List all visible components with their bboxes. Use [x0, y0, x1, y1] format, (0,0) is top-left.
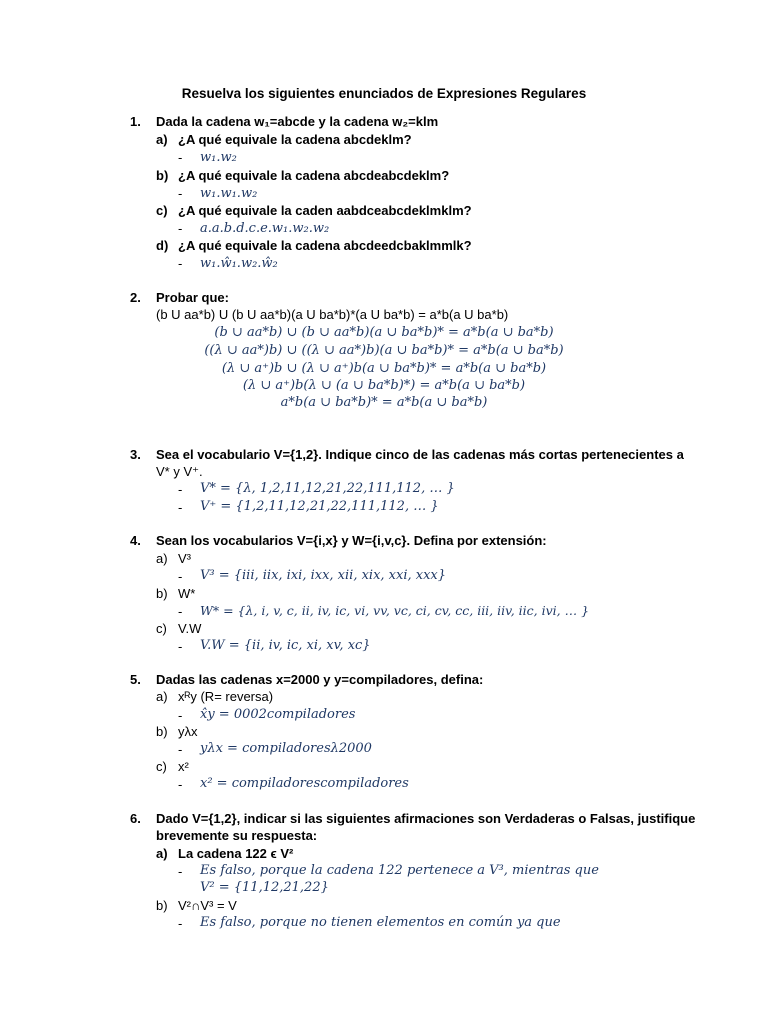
q5c-answer: x² = compiladorescompiladores [200, 776, 409, 791]
q5c-label: c) [156, 759, 167, 774]
q4a-label: a) [156, 551, 168, 566]
q6b-text: V²∩V³ = V [178, 898, 237, 913]
q2-step-4: (λ ∪ a⁺)b(λ ∪ (a ∪ ba*b)*) = a*b(a ∪ ba*b) [242, 378, 526, 393]
q5-number: 5. [130, 672, 141, 687]
q1a-text: ¿A qué equivale la cadena abcdeklm? [178, 132, 412, 147]
q6-statement-1: Dado V={1,2}, indicar si las siguientes afirmaciones son Verdaderas o Falsas, justifique [156, 811, 696, 826]
q1c-label: c) [156, 203, 168, 218]
q1-number: 1. [130, 114, 141, 129]
q1c-answer: a.a.b.d.c.e.w₁.w₂.w₂ [200, 221, 330, 236]
q3-dash-1: - [178, 482, 183, 497]
q4c-label: c) [156, 621, 167, 636]
q3-dash-2: - [178, 500, 183, 515]
q5-statement: Dadas las cadenas x=2000 y y=compiladores, defina: [156, 672, 484, 687]
q3-statement-2: V* y V⁺. [156, 464, 203, 479]
q2-step-5: a*b(a ∪ ba*b)* = a*b(a ∪ ba*b) [280, 395, 488, 410]
q2-step-1: (b ∪ aa*b) ∪ (b ∪ aa*b)(a ∪ ba*b)* = a*b(a ∪ ba*b) [214, 325, 554, 340]
q6b-dash: - [178, 916, 183, 931]
q5a-label: a) [156, 689, 168, 704]
q5a-answer: x̂y = 0002compiladores [200, 707, 356, 722]
q6-number: 6. [130, 811, 141, 826]
q2-statement-1: Probar que: [156, 290, 229, 305]
q1d-label: d) [156, 238, 169, 253]
q1b-label: b) [156, 168, 169, 183]
q5c-dash: - [178, 777, 183, 792]
q4b-text: W* [178, 586, 196, 601]
q6b-label: b) [156, 898, 168, 913]
q1c-dash: - [178, 221, 183, 236]
q4-statement: Sean los vocabularios V={i,x} y W={i,v,c}. Defina por extensión: [156, 533, 547, 548]
q1a-answer: w₁.w₂ [200, 150, 237, 165]
q2-step-3: (λ ∪ a⁺)b ∪ (λ ∪ a⁺)b(a ∪ ba*b)* = a*b(a ∪ ba*b) [221, 361, 547, 376]
q4c-text: V.W [178, 621, 202, 636]
q4c-answer: V.W = {ii, iv, ic, xi, xv, xc} [200, 638, 371, 653]
q6b-answer-1: Es falso, porque no tienen elementos en común ya que [200, 915, 561, 930]
q4b-label: b) [156, 586, 168, 601]
q5b-text: yλx [178, 724, 198, 739]
q1-statement: Dada la cadena w₁=abcde y la cadena w₂=klm [156, 114, 439, 129]
q1b-dash: - [178, 186, 183, 201]
q5b-dash: - [178, 742, 183, 757]
q4b-answer: W* = {λ, i, v, c, ii, iv, ic, vi, vv, vc, ci, cv, cc, iii, iiv, iic, ivi, … } [200, 603, 590, 618]
q4-number: 4. [130, 533, 141, 548]
q6a-label: a) [156, 846, 168, 861]
q5c-text: x² [178, 759, 189, 774]
document-title: Resuelva los siguientes enunciados de Expresiones Regulares [181, 86, 587, 101]
q4a-answer: V³ = {iii, iix, ixi, ixx, xii, xix, xxi, xxx} [200, 568, 447, 583]
q2-number: 2. [130, 290, 141, 305]
q1d-text: ¿A qué equivale la cadena abcdeedcbaklmmlk? [178, 238, 472, 253]
q5a-dash: - [178, 708, 183, 723]
q5a-text: xᴿy (R= reversa) [178, 689, 274, 704]
q1b-answer: w₁.w₁.w₂ [200, 186, 258, 201]
q1c-text: ¿A qué equivale la caden aabdceabcdeklmklm? [178, 203, 472, 218]
q6a-answer-2: V² = {11,12,21,22} [200, 880, 329, 895]
q5b-label: b) [156, 724, 168, 739]
q4a-dash: - [178, 569, 183, 584]
q1b-text: ¿A qué equivale la cadena abcdeabcdeklm? [178, 168, 450, 183]
q2-statement-2: (b U aa*b) U (b U aa*b)(a U ba*b)*(a U ba*b) = a*b(a U ba*b) [156, 307, 509, 322]
q3-answer-2: V⁺ = {1,2,11,12,21,22,111,112, … } [200, 499, 439, 514]
q5b-answer: yλx = compiladoresλ2000 [200, 741, 372, 756]
q1a-dash: - [178, 150, 183, 165]
q2-step-2: ((λ ∪ aa*)b) ∪ ((λ ∪ aa*)b)(a ∪ ba*b)* = a*b(a ∪ ba*b) [204, 343, 564, 358]
q3-statement-1: Sea el vocabulario V={1,2}. Indique cinco de las cadenas más cortas pertenecientes a [156, 447, 684, 462]
q3-answer-1: V* = {λ, 1,2,11,12,21,22,111,112, … } [200, 481, 455, 496]
q4a-text: V³ [178, 551, 191, 566]
q6a-text: La cadena 122 ϵ V² [178, 846, 294, 861]
q6a-dash: - [178, 864, 183, 879]
q1a-label: a) [156, 132, 168, 147]
q6a-answer-1: Es falso, porque la cadena 122 pertenece a V³, mientras que [200, 863, 599, 878]
q1d-answer: w₁.ŵ₁.w₂.ŵ₂ [200, 256, 278, 271]
q6-statement-2: brevemente su respuesta: [156, 828, 318, 843]
q4c-dash: - [178, 639, 183, 654]
q1d-dash: - [178, 256, 183, 271]
q4b-dash: - [178, 604, 183, 619]
q3-number: 3. [130, 447, 141, 462]
